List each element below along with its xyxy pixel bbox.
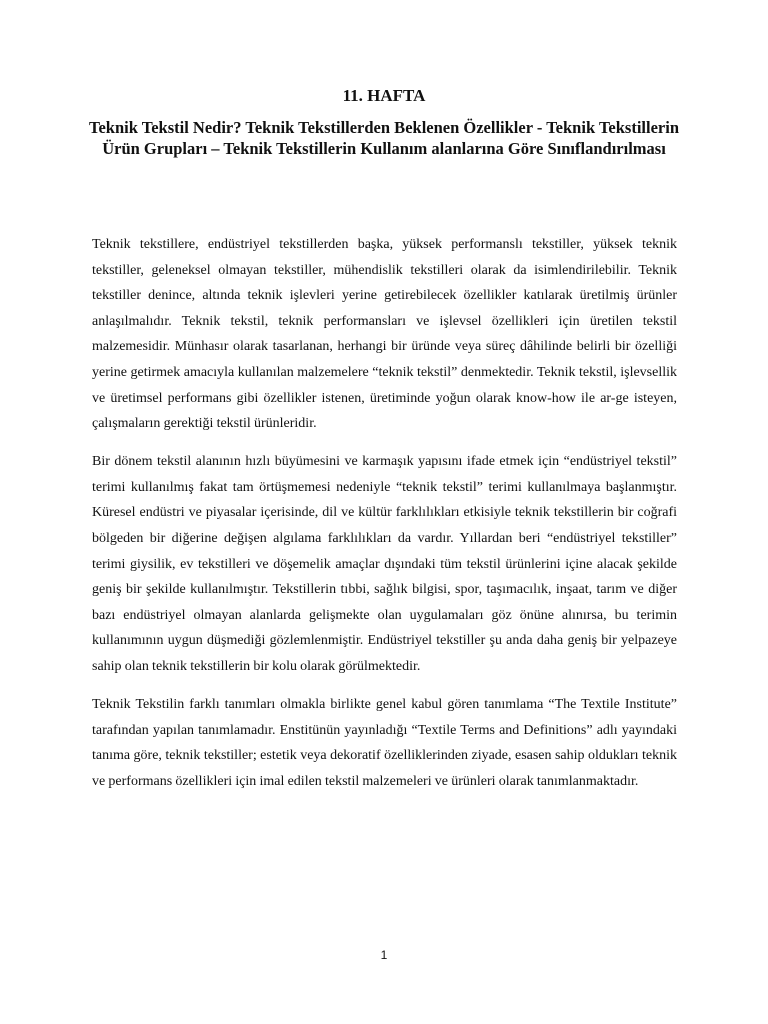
- paragraph-3: Teknik Tekstilin farklı tanımları olmakla birlikte genel kabul gören tanımlama “The Textile Institute” tarafından yapılan tanımlamadır. Enstitünün yayınladığı “Textile Terms and Definitions” adlı yayındaki tanıma göre, teknik tekstiller; estetik veya dekoratif özelliklerinden ziyade, esasen sahip oldukları teknik ve performans özellikleri için imal edilen tekstil malzemeleri ve ürünleri olarak tanımlanmaktadır.: [92, 697, 677, 789]
- page-number: 1: [380, 948, 388, 962]
- paragraph-1: Teknik tekstillere, endüstriyel tekstillerden başka, yüksek performanslı tekstiller, yüksek teknik tekstiller, geleneksel olmayan tekstiller, mühendislik tekstilleri olarak da isimlendirilebilir. Teknik tekstiller denince, altında teknik işlevleri yerine getirebilecek özellikler katılarak üretilmiş ürünler anlaşılmalıdır. Teknik tekstil, teknik performansları ve işlevsel özellikleri için üretilen tekstil malzemesidir. Münhasır olarak tasarlanan, herhangi bir üründe veya süreç dâhilinde belirli bir özelliği yerine getirmek amacıyla kullanılan malzemelere “teknik tekstil” denmektedir. Teknik tekstil, işlevsellik ve üretimsel performans gibi özellikler istenen, üretiminde yoğun olarak know-how ile ar-ge isteyen, çalışmaların gerektiği tekstil ürünleridir.: [92, 237, 677, 432]
- week-title: 11. HAFTA: [342, 86, 426, 105]
- body-text: [92, 232, 677, 807]
- paragraph-2: Bir dönem tekstil alanının hızlı büyümesini ve karmaşık yapısını ifade etmek için “endüstriyel tekstil” terimi kullanılmış fakat tam örtüşmemesi nedeniyle “teknik tekstil” terimi kullanılmaya başlanmıştır. Küresel endüstri ve piyasalar içerisinde, dil ve kültür farklılıkları etkisiyle teknik tekstillerin bir coğrafi bölgeden bir diğerine değişen algılama farklılıkları da vardır. Yıllardan beri “endüstriyel tekstiller” terimi giysilik, ev tekstilleri ve döşemelik amaçlar dışındaki tüm tekstil ürünlerini içine alacak şekilde geniş bir şekilde kullanılmıştır. Tekstillerin tıbbi, sağlık bilgisi, spor, taşımacılık, inşaat, tarım ve diğer bazı endüstriyel olmayan alanlarda gelişmekte olan uygulamaları göz önüne alınırsa, bu terimin kullanımının uygun düşmediği gözlemlenmiştir. Endüstriyel tekstiller şu anda daha geniş bir yelpazeye sahip olan teknik tekstillerin bir kolu olarak görülmektedir.: [92, 454, 677, 674]
- main-title: Teknik Tekstil Nedir? Teknik Tekstillerden Beklenen Özellikler - Teknik Tekstillerin Ürün Grupları – Teknik Tekstillerin Kullanım alanlarına Göre Sınıflandırılması: [88, 118, 680, 158]
